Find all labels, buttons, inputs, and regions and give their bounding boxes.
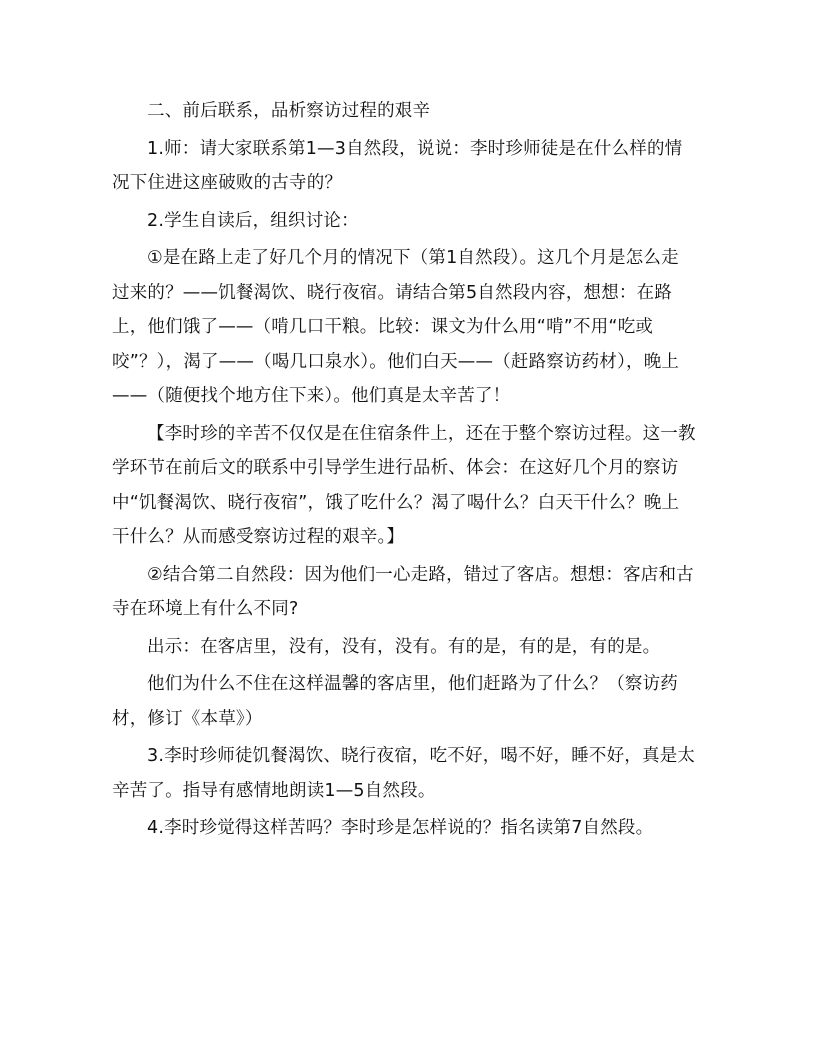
- paragraph-point-1: ①是在路上走了好几个月的情况下（第1自然段）。这几个月是怎么走过来的？——饥餐渴饮、晓行夜宿。请结合第5自然段内容，想想：在路上，他们饿了——（啃几口干粮。比较：课文为什么用“啃”不用“吃或咬”？），渴了——（喝几口泉水）。他们白天——（赶路察访药材），晚上——（随便找个地方住下来）。他们真是太辛苦了！: [112, 248, 680, 406]
- paragraph-display: 出示：在客店里，没有，没有，没有。有的是，有的是，有的是。: [147, 636, 661, 657]
- section-heading: 二、前后联系，品析察访过程的艰辛: [147, 101, 431, 121]
- paragraph-step-3: 3.李时珍师徒饥餐渴饮、晓行夜宿，吃不好，喝不好，睡不好，真是太辛苦了。指导有感情地朗读1—5自然段。: [112, 746, 696, 801]
- paragraph-why-question: 他们为什么不住在这样温馨的客店里，他们赶路为了什么？（察访药材，修订《本草》）: [112, 674, 678, 729]
- paragraph-question-1: 1.师：请大家联系第1—3自然段，说说：李时珍师徒是在什么样的情况下住进这座破败的古寺的？: [112, 138, 683, 193]
- paragraph-step-2: 2.学生自读后，组织讨论：: [147, 210, 359, 231]
- paragraph-teaching-note: 【李时珍的辛苦不仅仅是在住宿条件上，还在于整个察访过程。这一教学环节在前后文的联系中引导学生进行品析、体会：在这好几个月的察访中“饥餐渴饮、晓行夜宿”，饿了吃什么？渴了喝什么？白天干什么？晚上干什么？从而感受察访过程的艰辛。】: [112, 423, 696, 547]
- paragraph-point-2: ②结合第二自然段：因为他们一心走路，错过了客店。想想：客店和古寺在环境上有什么不同?: [112, 564, 694, 619]
- document-body: [112, 94, 696, 846]
- paragraph-step-4: 4.李时珍觉得这样苦吗？李时珍是怎样说的？指名读第7自然段。: [147, 818, 654, 838]
